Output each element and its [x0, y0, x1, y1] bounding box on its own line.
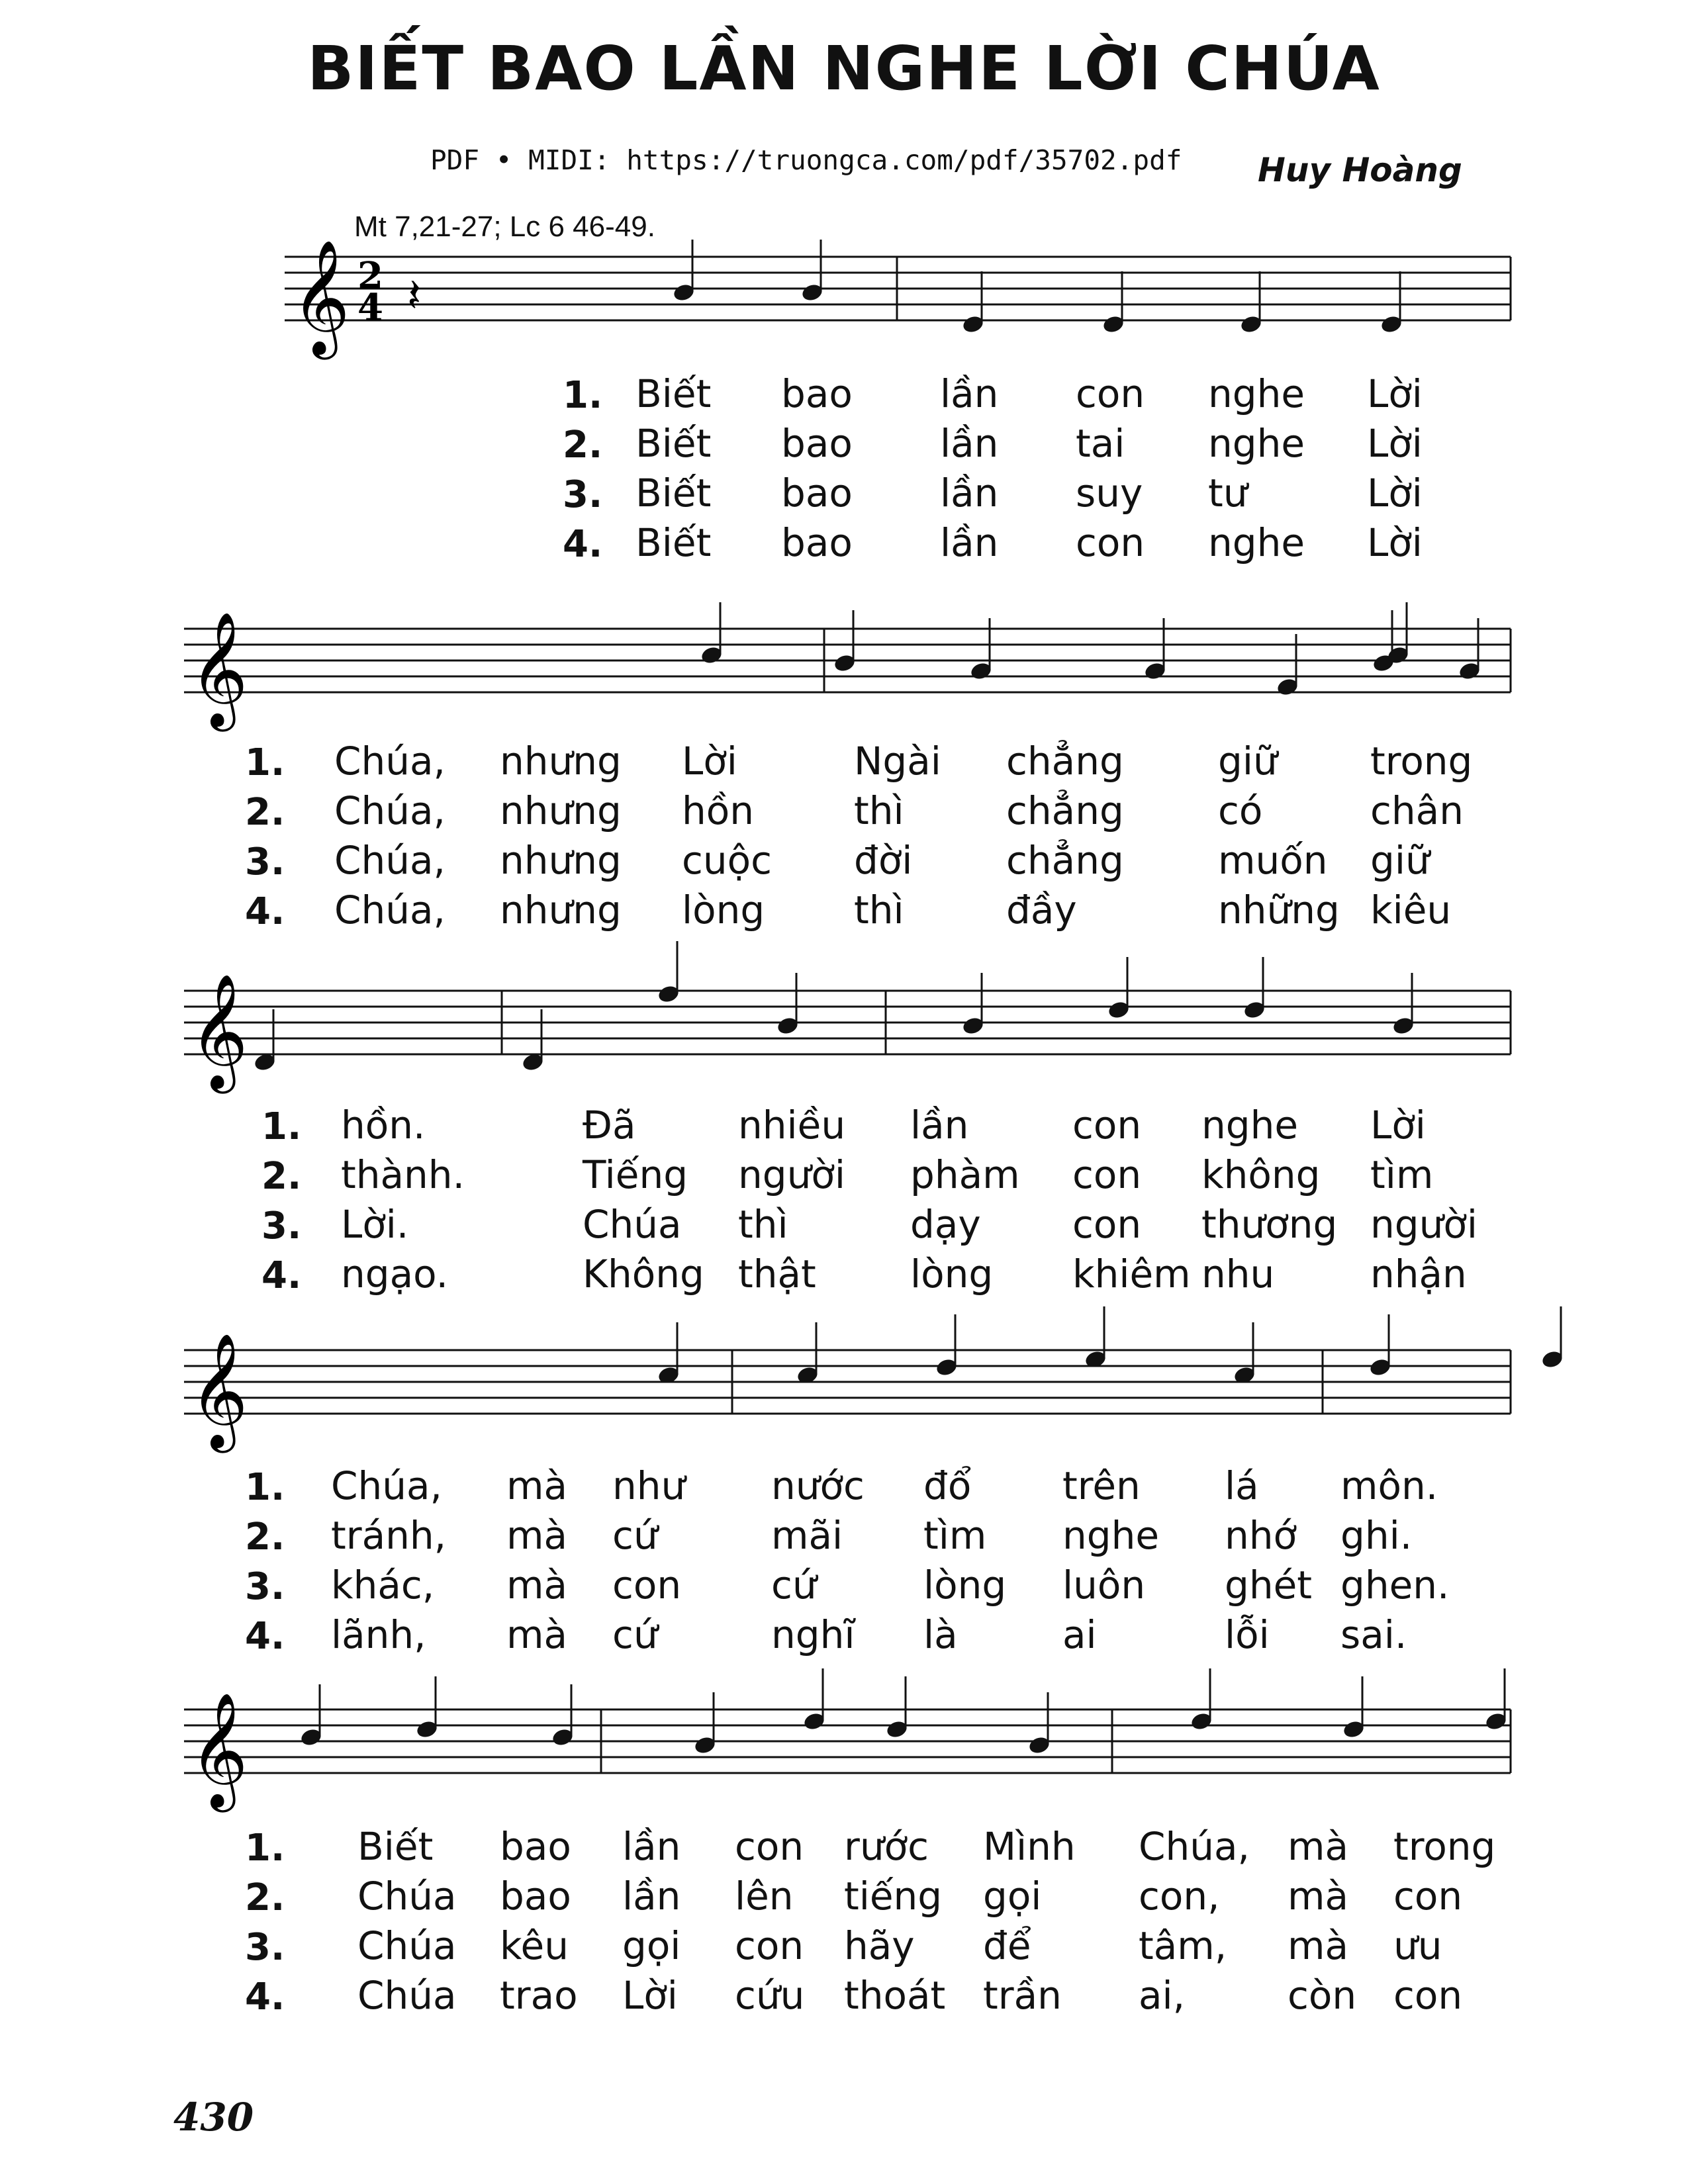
- lyric-syllable: Lời: [622, 1973, 678, 2018]
- song-title: BIẾT BAO LẦN NGHE LỜI CHÚA: [307, 33, 1381, 104]
- lyric-syllable: gọi: [983, 1874, 1042, 1919]
- lyric-syllable: mãi: [771, 1513, 843, 1558]
- verse-number: 4.: [261, 1254, 302, 1297]
- lyric-syllable: nghĩ: [771, 1612, 855, 1657]
- lyric-syllable: ghen.: [1340, 1563, 1450, 1608]
- note-head: [1380, 314, 1403, 335]
- lyric-syllable: ghét: [1225, 1563, 1313, 1608]
- lyric-syllable: tìm: [923, 1513, 987, 1558]
- lyric-syllable: lòng: [923, 1563, 1007, 1608]
- lyric-syllable: con: [735, 1824, 804, 1869]
- lyric-syllable: lần: [940, 520, 999, 565]
- lyric-syllable: mà: [1288, 1874, 1349, 1919]
- lyric-syllable: trao: [500, 1973, 578, 2018]
- note-head: [415, 1719, 439, 1740]
- lyric-syllable: rước: [844, 1824, 929, 1869]
- lyric-syllable: lỗi: [1225, 1612, 1270, 1657]
- lyric-syllable: khiêm: [1072, 1251, 1191, 1297]
- lyric-syllable: tâm,: [1139, 1923, 1227, 1968]
- note-head: [1372, 653, 1395, 674]
- note-head: [1484, 1711, 1508, 1732]
- lyric-syllable: Lời: [1367, 471, 1423, 516]
- lyric-syllable: trần: [983, 1973, 1062, 2018]
- lyric-syllable: ghi.: [1340, 1513, 1413, 1558]
- lyric-syllable: lần: [940, 371, 999, 416]
- lyric-syllable: nhưng: [500, 739, 622, 784]
- lyric-syllable: trong: [1370, 739, 1473, 784]
- note-head: [1027, 1735, 1051, 1756]
- lyric-syllable: lần: [940, 421, 999, 466]
- lyric-syllable: Lời: [1370, 1103, 1426, 1148]
- verse-number: 2.: [261, 1155, 302, 1198]
- lyric-syllable: kiêu: [1370, 887, 1452, 933]
- note-head: [1084, 1349, 1107, 1370]
- lyric-syllable: nhưng: [500, 887, 622, 933]
- note-head: [1368, 1357, 1392, 1378]
- lyric-syllable: người: [738, 1152, 845, 1197]
- note-head: [796, 1365, 820, 1386]
- note-head: [1233, 1365, 1256, 1386]
- verse-number: 2.: [563, 424, 603, 467]
- source-link[interactable]: PDF • MIDI: https://truongca.com/pdf/35702.pdf: [430, 144, 1182, 176]
- note-head: [1143, 661, 1167, 682]
- note-head: [1102, 314, 1125, 335]
- note-head: [961, 314, 985, 335]
- lyric-syllable: Lời: [682, 739, 737, 784]
- lyric-syllable: nhớ: [1225, 1513, 1297, 1558]
- lyric-syllable: những: [1218, 887, 1340, 933]
- note-head: [935, 1357, 959, 1378]
- lyric-syllable: nhận: [1370, 1251, 1467, 1297]
- lyric-syllable: ngạo.: [341, 1251, 449, 1297]
- lyric-syllable: thành.: [341, 1152, 465, 1197]
- lyric-syllable: người: [1370, 1202, 1477, 1247]
- lyric-syllable: tiếng: [844, 1874, 943, 1919]
- lyric-syllable: Biết: [635, 471, 712, 516]
- lyric-syllable: kêu: [500, 1923, 569, 1968]
- note-head: [1239, 314, 1263, 335]
- lyric-syllable: đầy: [1006, 887, 1077, 933]
- lyric-syllable: con: [735, 1923, 804, 1968]
- note-head: [885, 1719, 909, 1740]
- lyric-syllable: Đã: [583, 1103, 636, 1148]
- verse-number: 1.: [563, 374, 603, 417]
- note-head: [969, 661, 993, 682]
- lyric-syllable: Lời: [1367, 520, 1423, 565]
- lyric-syllable: thì: [738, 1202, 788, 1247]
- lyric-syllable: bao: [781, 520, 853, 565]
- note-head: [1107, 1000, 1131, 1021]
- note-head: [700, 645, 724, 666]
- lyric-syllable: Chúa,: [334, 739, 445, 784]
- lyric-syllable: thoát: [844, 1973, 946, 2018]
- lyric-syllable: khác,: [331, 1563, 435, 1608]
- lyric-syllable: mà: [506, 1612, 568, 1657]
- lyric-syllable: Lời: [1367, 371, 1423, 416]
- lyric-syllable: lãnh,: [331, 1612, 426, 1657]
- lyric-syllable: mà: [1288, 1923, 1349, 1968]
- lyric-syllable: Chúa,: [1139, 1824, 1250, 1869]
- lyric-syllable: con: [1072, 1103, 1142, 1148]
- verse-number: 2.: [245, 791, 285, 834]
- lyric-syllable: Mình: [983, 1824, 1076, 1869]
- page-number: 430: [173, 2095, 254, 2140]
- lyric-syllable: con: [1072, 1202, 1142, 1247]
- lyric-syllable: con,: [1139, 1874, 1220, 1919]
- lyric-syllable: để: [983, 1923, 1031, 1968]
- lyric-syllable: Biết: [635, 520, 712, 565]
- note-head: [299, 1727, 323, 1748]
- lyric-syllable: giữ: [1218, 739, 1278, 784]
- verse-number: 1.: [245, 1466, 285, 1509]
- lyric-syllable: hãy: [844, 1923, 915, 1968]
- lyric-syllable: mà: [506, 1463, 568, 1508]
- lyric-syllable: ưu: [1393, 1923, 1442, 1968]
- lyric-syllable: tai: [1076, 421, 1125, 466]
- lyric-syllable: đời: [854, 838, 913, 883]
- lyric-syllable: cứu: [735, 1973, 805, 2018]
- verse-number: 1.: [245, 1827, 285, 1870]
- lyric-syllable: con: [1076, 371, 1145, 416]
- lyric-syllable: Chúa,: [334, 838, 445, 883]
- verse-number: 3.: [563, 473, 603, 516]
- verse-number: 4.: [245, 1615, 285, 1658]
- lyric-syllable: tư: [1208, 471, 1248, 516]
- verse-number: 3.: [245, 1565, 285, 1608]
- lyric-syllable: Lời.: [341, 1202, 409, 1247]
- lyric-syllable: mà: [506, 1563, 568, 1608]
- lyric-syllable: Chúa: [357, 1923, 457, 1968]
- lyric-syllable: cứ: [612, 1612, 658, 1657]
- lyric-syllable: Chúa,: [334, 887, 445, 933]
- lyric-syllable: mà: [1288, 1824, 1349, 1869]
- lyric-syllable: tìm: [1370, 1152, 1434, 1197]
- verse-number: 4.: [563, 523, 603, 566]
- lyric-syllable: môn.: [1340, 1463, 1438, 1508]
- lyric-syllable: nhu: [1201, 1251, 1275, 1297]
- lyric-syllable: lòng: [910, 1251, 994, 1297]
- note-head: [693, 1735, 717, 1756]
- lyric-syllable: sai.: [1340, 1612, 1407, 1657]
- lyric-syllable: con: [1393, 1874, 1463, 1919]
- lyric-syllable: bao: [781, 371, 853, 416]
- lyric-syllable: phàm: [910, 1152, 1020, 1197]
- lyric-syllable: lần: [910, 1103, 969, 1148]
- note-head: [551, 1727, 575, 1748]
- lyric-syllable: dạy: [910, 1202, 981, 1247]
- lyric-syllable: nghe: [1062, 1513, 1160, 1558]
- lyric-syllable: bao: [781, 421, 853, 466]
- lyric-syllable: bao: [500, 1874, 571, 1919]
- lyric-syllable: nghe: [1201, 1103, 1299, 1148]
- lyric-syllable: suy: [1076, 471, 1143, 516]
- lyric-syllable: lần: [622, 1874, 681, 1919]
- lyric-syllable: Chúa: [357, 1874, 457, 1919]
- lyric-syllable: nhưng: [500, 838, 622, 883]
- note-head: [776, 1016, 800, 1036]
- lyric-syllable: không: [1201, 1152, 1321, 1197]
- staff-lines-1: [285, 257, 1511, 320]
- note-head: [1391, 1016, 1415, 1036]
- lyric-syllable: trên: [1062, 1463, 1141, 1508]
- verse-number: 3.: [245, 1926, 285, 1969]
- lyric-syllable: hồn: [682, 788, 755, 833]
- lyric-syllable: muốn: [1218, 838, 1328, 883]
- treble-clef-icon: 𝄞: [189, 612, 248, 727]
- lyric-syllable: con: [1393, 1973, 1463, 2018]
- lyric-syllable: Chúa,: [334, 788, 445, 833]
- lyric-syllable: lá: [1225, 1463, 1259, 1508]
- note-head: [1458, 661, 1481, 682]
- lyric-syllable: có: [1218, 788, 1263, 833]
- lyric-syllable: chân: [1370, 788, 1464, 833]
- lyric-syllable: Ngài: [854, 739, 941, 784]
- lyric-syllable: chẳng: [1006, 838, 1124, 883]
- lyric-syllable: thật: [738, 1251, 816, 1297]
- lyric-syllable: Lời: [1367, 421, 1423, 466]
- note-head: [961, 1016, 985, 1036]
- lyric-syllable: tránh,: [331, 1513, 447, 1558]
- lyric-syllable: thương: [1201, 1202, 1338, 1247]
- time-signature-bottom: 4: [357, 286, 383, 330]
- lyric-syllable: Biết: [635, 371, 712, 416]
- verse-number: 4.: [245, 890, 285, 933]
- lyric-syllable: còn: [1288, 1973, 1357, 2018]
- note-head: [657, 1365, 680, 1386]
- lyric-syllable: nghe: [1208, 421, 1305, 466]
- lyric-syllable: Biết: [357, 1824, 434, 1869]
- lyric-syllable: gọi: [622, 1923, 681, 1968]
- lyric-syllable: Chúa: [583, 1202, 682, 1247]
- lyric-syllable: cứ: [612, 1513, 658, 1558]
- lyric-syllable: bao: [500, 1824, 571, 1869]
- note-head: [1540, 1349, 1564, 1370]
- lyric-syllable: ai,: [1139, 1973, 1186, 2018]
- quarter-rest-icon: 𝄽: [407, 268, 422, 322]
- verse-number: 2.: [245, 1516, 285, 1559]
- lyric-syllable: nhiều: [738, 1103, 846, 1148]
- lyric-syllable: trong: [1393, 1824, 1496, 1869]
- lyric-syllable: nghe: [1208, 371, 1305, 416]
- lyric-syllable: con: [612, 1563, 682, 1608]
- note-head: [1190, 1711, 1213, 1732]
- lyric-syllable: là: [923, 1612, 958, 1657]
- lyric-syllable: lần: [622, 1824, 681, 1869]
- verse-number: 3.: [245, 841, 285, 884]
- lyric-syllable: lòng: [682, 887, 765, 933]
- note-head: [657, 984, 680, 1005]
- verse-number: 1.: [261, 1105, 302, 1148]
- note-head: [833, 653, 857, 674]
- lyric-syllable: lần: [940, 471, 999, 516]
- lyric-syllable: cuộc: [682, 838, 773, 883]
- note-head: [521, 1052, 545, 1073]
- lyric-syllable: chẳng: [1006, 788, 1124, 833]
- verse-number: 3.: [261, 1205, 302, 1248]
- treble-clef-icon: 𝄞: [189, 974, 248, 1089]
- lyric-syllable: bao: [781, 471, 853, 516]
- lyric-syllable: thì: [854, 887, 904, 933]
- lyric-syllable: luôn: [1062, 1563, 1146, 1608]
- verse-number: 2.: [245, 1876, 285, 1919]
- note-head: [1276, 677, 1299, 698]
- verse-number: 4.: [245, 1976, 285, 2019]
- lyric-syllable: như: [612, 1463, 686, 1508]
- lyric-syllable: Chúa,: [331, 1463, 442, 1508]
- treble-clef-icon: 𝄞: [189, 1692, 248, 1807]
- treble-clef-icon: 𝄞: [291, 240, 350, 355]
- lyric-syllable: Tiếng: [583, 1152, 688, 1197]
- lyric-syllable: đổ: [923, 1463, 972, 1508]
- lyric-syllable: con: [1072, 1152, 1142, 1197]
- lyric-syllable: con: [1076, 520, 1145, 565]
- lyric-syllable: nhưng: [500, 788, 622, 833]
- note-head: [672, 283, 696, 303]
- lyric-syllable: chẳng: [1006, 739, 1124, 784]
- note-head: [1386, 645, 1410, 666]
- time-signature-top: 2: [357, 254, 383, 298]
- lyric-syllable: hồn.: [341, 1103, 426, 1148]
- treble-clef-icon: 𝄞: [189, 1333, 248, 1448]
- lyric-syllable: lên: [735, 1874, 794, 1919]
- lyric-syllable: giữ: [1370, 838, 1430, 883]
- note-head: [802, 1711, 826, 1732]
- composer-name: Huy Hoàng: [1258, 151, 1462, 189]
- lyric-syllable: nước: [771, 1463, 865, 1508]
- lyric-syllable: Không: [583, 1251, 704, 1297]
- note-head: [800, 283, 824, 303]
- lyric-syllable: Biết: [635, 421, 712, 466]
- note-head: [1342, 1719, 1366, 1740]
- lyric-syllable: nghe: [1208, 520, 1305, 565]
- note-head: [1243, 1000, 1266, 1021]
- lyric-syllable: mà: [506, 1513, 568, 1558]
- lyric-syllable: Chúa: [357, 1973, 457, 2018]
- lyric-syllable: ai: [1062, 1612, 1097, 1657]
- lyric-syllable: cứ: [771, 1563, 817, 1608]
- scripture-reference: Mt 7,21-27; Lc 6 46-49.: [354, 210, 655, 243]
- verse-number: 1.: [245, 741, 285, 784]
- note-head: [253, 1052, 277, 1073]
- lyric-syllable: thì: [854, 788, 904, 833]
